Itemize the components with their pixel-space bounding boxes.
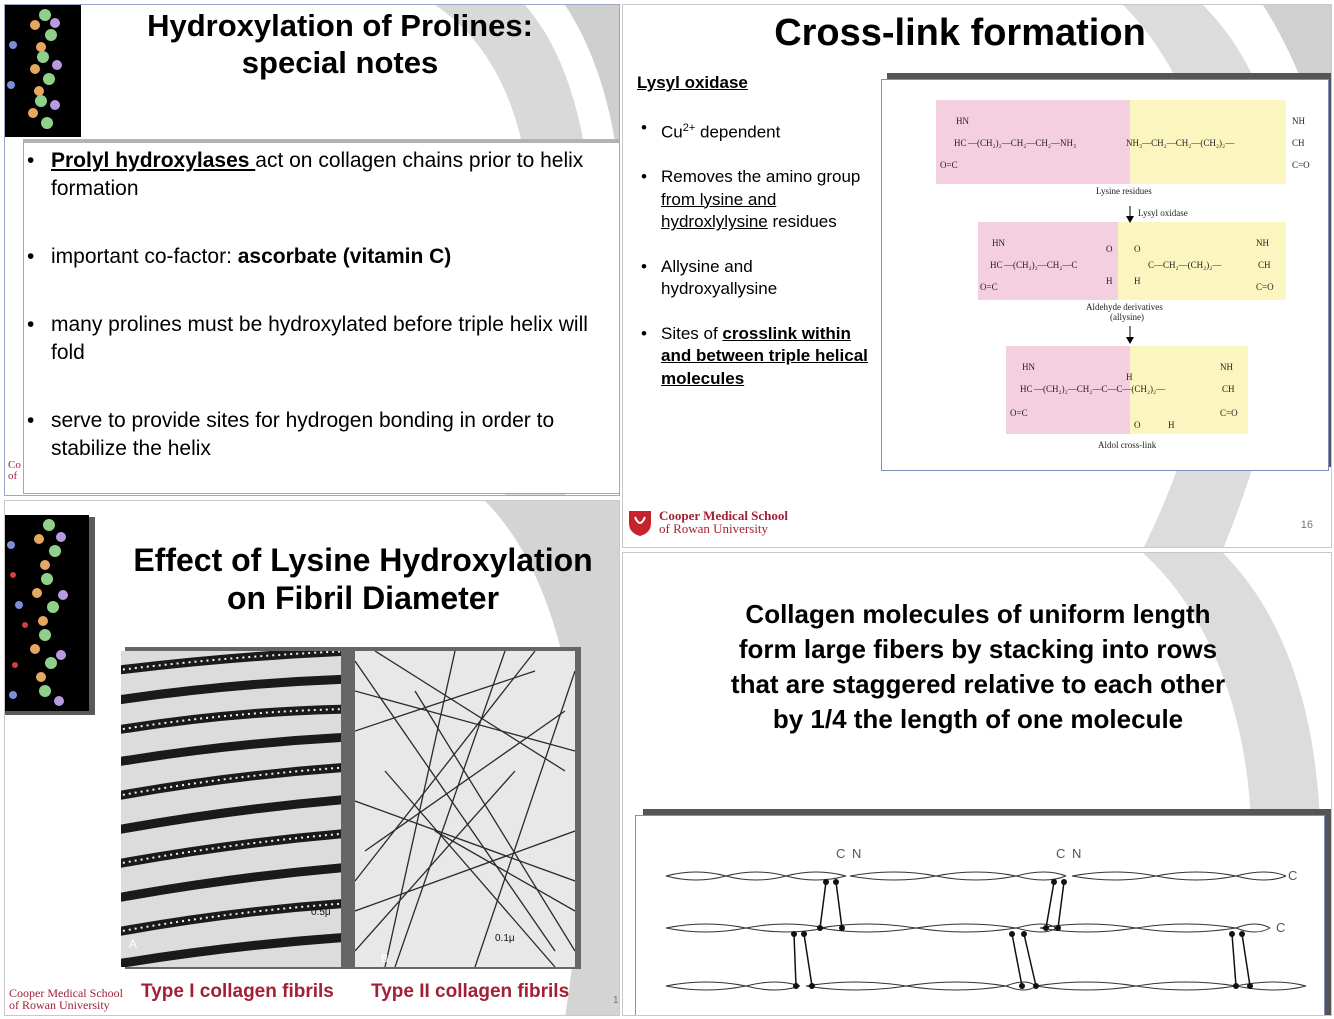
co-label: O=C — [980, 282, 998, 292]
scale-bar-a: 0.5μ — [311, 907, 331, 918]
chain-label: —(CH₂)₂—CH₂—CH₂—NH₃ — [968, 138, 1077, 148]
title-line-2: form large fibers by stacking into rows — [738, 634, 1218, 664]
school-logo-text — [9, 987, 123, 1011]
chain-label: —(CH₂)₂—CH₂—C—C—(CH₂)₂— — [1034, 384, 1166, 394]
bullet-bold-text: Prolyl hydroxylases — [51, 149, 256, 172]
chain-label: —(CH₂)₂—CH₂—C — [1004, 260, 1078, 270]
page-number: 16 — [1300, 519, 1313, 531]
ch-label: CH — [1258, 260, 1271, 270]
co-label: O=C — [1010, 408, 1028, 418]
caption-type-i: Type I collagen fibrils — [141, 981, 334, 1002]
logo-line-2: of Rowan University — [9, 998, 110, 1012]
collagen-helix-image — [5, 5, 81, 137]
aldehyde-label: Aldehyde derivatives — [1086, 302, 1163, 312]
nh-label: NH — [1220, 362, 1233, 372]
bullet-item: • Sites of crosslink within and between triple helical molecules — [641, 323, 868, 388]
slide-crosslink — [622, 4, 1332, 548]
lysine-residues-label: Lysine residues — [1096, 186, 1152, 196]
o-label: O — [1134, 244, 1141, 254]
logo-line-1: Cooper Medical School — [9, 986, 123, 1000]
bullet-text: Removes the amino group — [661, 167, 861, 187]
co-label: O=C — [940, 160, 958, 170]
bullet-text: Cu — [661, 122, 683, 142]
bullet-text: dependent — [695, 122, 781, 142]
type-ii-micrograph — [355, 651, 575, 967]
collagen-helix-image — [5, 515, 89, 711]
title-line-4: by 1/4 the length of one molecule — [772, 704, 1184, 734]
n-terminus-label: N — [852, 846, 862, 861]
h-label: H — [1106, 276, 1113, 286]
cooper-logo-icon — [625, 507, 655, 537]
logo-line-1: Co — [8, 459, 21, 471]
c-terminus-label: C — [1276, 920, 1286, 935]
bullet-item: • many prolines must be hydroxylated before triple helix will fold — [27, 313, 588, 364]
hc-label: HC — [954, 138, 967, 148]
bullet-item: • important co-factor: ascorbate (vitamin C) — [27, 245, 452, 268]
slide-prolines — [4, 4, 620, 496]
n-terminus-label: N — [1072, 846, 1082, 861]
slide-title: Cross-link formation — [774, 12, 1146, 54]
page-number: 1 — [613, 995, 619, 1006]
logo-line-1: Cooper Medical School — [659, 508, 789, 523]
bullet-item: • $Cu^{2+}$ dependent — [641, 118, 781, 142]
title-line-1: Collagen molecules of uniform length — [745, 599, 1211, 629]
c-terminus-label: C — [1056, 846, 1066, 861]
lysyl-oxidase-label: Lysyl oxidase — [1138, 208, 1188, 218]
o-label: O — [1106, 244, 1113, 254]
bullet-text: important co-factor: — [51, 245, 238, 268]
hn-label: HN — [1022, 362, 1035, 372]
subheading: Lysyl oxidase — [637, 73, 748, 92]
title-line-2: special notes — [241, 45, 439, 81]
logo-line-2: of — [8, 470, 18, 482]
hc-label: HC — [1020, 384, 1033, 394]
h-label: H — [1134, 276, 1141, 286]
o-label: O — [1134, 420, 1141, 430]
logo-fragment — [8, 460, 21, 482]
caption-type-ii: Type II collagen fibrils — [371, 981, 570, 1002]
title-line-2: on Fibril Diameter — [226, 580, 500, 617]
panel-a-label: A — [129, 937, 138, 951]
h-label: H — [1126, 372, 1133, 382]
bullet-list — [27, 147, 617, 463]
slide-collagen-stacking — [622, 552, 1332, 1016]
bullet-bold-text: crosslink within and between triple helical molecules — [661, 323, 868, 388]
hn-label: HN — [992, 238, 1005, 248]
title-line-1: Effect of Lysine Hydroxylation — [133, 542, 593, 578]
school-logo-text — [659, 509, 788, 535]
bullet-underlined-text: from lysine and hydroxlylysine — [661, 189, 777, 232]
scale-bar-b: 0.1μ — [495, 933, 515, 944]
nh-label: NH — [1256, 238, 1269, 248]
hc-label: HC — [990, 260, 1003, 270]
ch-label: CH — [1292, 138, 1305, 148]
h-label: H — [1168, 420, 1175, 430]
co-label: C=O — [1292, 160, 1310, 170]
bullet-item: • Removes the amino group from lysine and hydroxlylysine residues — [641, 167, 861, 232]
bullet-item: • serve to provide sites for hydrogen bonding in order to stabilize the helix — [27, 409, 555, 460]
bullet-bold-text: ascorbate (vitamin C) — [237, 245, 452, 268]
co-label: C=O — [1220, 408, 1238, 418]
bullet-text: act on collagen chains prior to helix formation — [51, 149, 584, 200]
c-terminus-label: C — [836, 846, 846, 861]
slide-title — [105, 541, 620, 618]
c-terminus-label: C — [1288, 868, 1298, 883]
bullet-text: Sites of — [661, 323, 723, 343]
bullet-text: Allysine and hydroxyallysine — [661, 256, 778, 299]
bullet-text: residues — [767, 212, 837, 232]
bullet-item: • Allysine and hydroxyallysine — [641, 256, 778, 299]
slide-lysine-hydroxylation — [4, 500, 620, 1016]
bullet-text: serve to provide sites for hydrogen bonding in order to stabilize the helix — [51, 409, 555, 460]
bullet-text: many prolines must be hydroxylated before triple helix will fold — [51, 313, 588, 364]
staggered-molecules — [636, 816, 1324, 1016]
allysine-label: (allysine) — [1110, 312, 1144, 322]
chain-label: NH₃—CH₂—CH₂—(CH₂)₂— — [1126, 138, 1235, 148]
type-i-micrograph — [121, 651, 341, 967]
slide-title — [663, 597, 1293, 737]
ch-label: CH — [1222, 384, 1235, 394]
reaction-labels — [882, 80, 1328, 470]
reaction-diagram — [881, 79, 1329, 471]
superscript: 2+ — [682, 122, 696, 134]
slide-title — [85, 7, 595, 81]
co-label: C=O — [1256, 282, 1274, 292]
logo-line-2: of Rowan University — [659, 521, 769, 536]
stagger-diagram — [635, 815, 1325, 1016]
bullet-list — [641, 117, 871, 390]
bullet-item: • Prolyl hydroxylases act on collagen chains prior to helix formation — [27, 149, 584, 200]
title-line-3: that are staggered relative to each other — [730, 669, 1226, 699]
hn-label: HN — [956, 116, 969, 126]
chain-label: C—CH₂—(CH₂)₂— — [1148, 260, 1222, 270]
title-line-1: Hydroxylation of Prolines: — [147, 8, 533, 43]
aldol-crosslink-label: Aldol cross-link — [1098, 440, 1157, 450]
nh-label: NH — [1292, 116, 1305, 126]
panel-b-label: B — [381, 953, 389, 965]
